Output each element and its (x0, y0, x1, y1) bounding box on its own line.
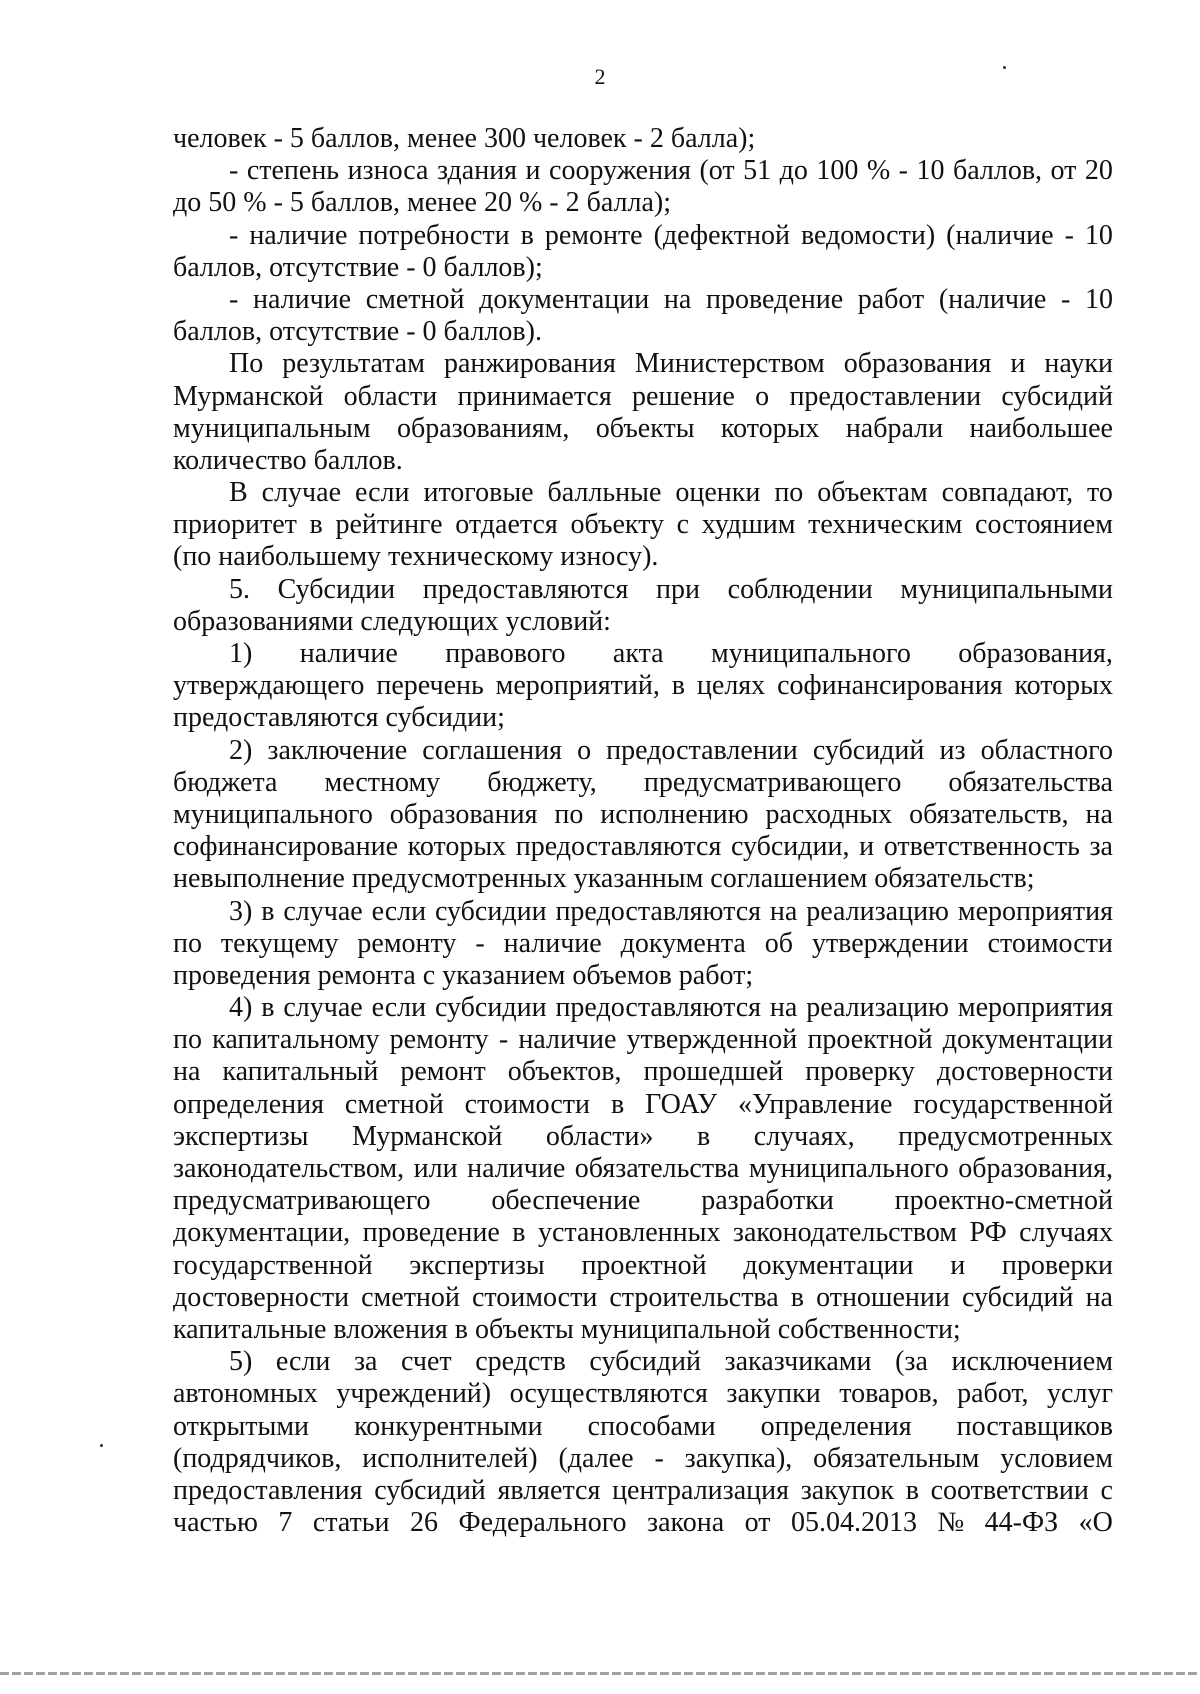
text-line: количество баллов. (173, 444, 403, 476)
text-line: на капитальный ремонт объектов, прошедшей проверку достоверности (173, 1056, 1113, 1088)
text-line: экспертизы Мурманской области» в случаях, предусмотренных (173, 1120, 1113, 1152)
text-line: предоставляются субсидии; (173, 702, 505, 734)
text-line: законодательством, или наличие обязательства муниципального образования, (173, 1153, 1113, 1184)
text-line: человек - 5 баллов, менее 300 человек - 2 балла); (173, 123, 756, 154)
text-line: невыполнение предусмотренных указанным соглашением обязательств; (173, 863, 1035, 895)
document-body (173, 123, 1113, 1539)
text-line: открытыми конкурентными способами определения поставщиков (173, 1410, 1113, 1442)
text-line: образованиями следующих условий: (173, 605, 611, 637)
text-line: предоставления субсидий является централизация закупок в соответствии с (173, 1474, 1113, 1506)
text-line: баллов, отсутствие - 0 баллов); (173, 251, 543, 283)
text-line: Мурманской области принимается решение о предоставлении субсидий (173, 380, 1113, 412)
text-line: утверждающего перечень мероприятий, в целях софинансирования которых (173, 670, 1113, 702)
scan-speck (100, 1444, 103, 1447)
text-line: 5) если за счет средств субсидий заказчиками (за исключением (229, 1346, 1113, 1378)
text-line: государственной экспертизы проектной документации и проверки (173, 1249, 1113, 1281)
text-line: - степень износа здания и сооружения (от 51 до 100 % - 10 баллов, от 20 (229, 155, 1113, 187)
text-line: бюджета местному бюджету, предусматривающего обязательства (173, 766, 1113, 798)
text-line: по капитальному ремонту - наличие утвержденной проектной документации (173, 1024, 1113, 1056)
text-line: 2) заключение соглашения о предоставлении субсидий из областного (229, 734, 1113, 766)
text-line: капитальные вложения в объекты муниципальной собственности; (173, 1313, 961, 1345)
page-number: 2 (594, 64, 606, 89)
text-line: документации, проведение в установленных законодательством РФ случаях (173, 1217, 1113, 1249)
text-line: 3) в случае если субсидии предоставляются на реализацию мероприятия (229, 895, 1113, 927)
text-line: - наличие потребности в ремонте (дефектной ведомости) (наличие - 10 (229, 219, 1113, 251)
text-line: достоверности сметной стоимости строительства в отношении субсидий на (173, 1281, 1113, 1313)
text-line: 1) наличие правового акта муниципального образования, (229, 638, 1113, 669)
text-line: софинансирование которых предоставляются субсидии, и ответственность за (173, 831, 1113, 863)
text-line: (по наибольшему техническому износу). (173, 541, 659, 573)
text-line: (подрядчиков, исполнителей) (далее - закупка), обязательным условием (173, 1442, 1113, 1474)
text-line: приоритет в рейтинге отдается объекту с худшим техническим состоянием (173, 509, 1113, 541)
text-line: предусматривающего обеспечение разработки проектно-сметной (173, 1185, 1113, 1217)
scan-edge-artifact (0, 1672, 1200, 1675)
text-line: 5. Субсидии предоставляются при соблюдении муниципальными (229, 573, 1113, 605)
text-line: до 50 % - 5 баллов, менее 20 % - 2 балла); (173, 187, 672, 219)
text-line: В случае если итоговые балльные оценки по объектам совпадают, то (229, 477, 1113, 509)
text-line: частью 7 статьи 26 Федерального закона от 05.04.2013 № 44-ФЗ «О (173, 1507, 1113, 1539)
text-line: по текущему ремонту - наличие документа об утверждении стоимости (173, 927, 1113, 959)
text-line: муниципального образования по исполнению расходных обязательств, на (173, 798, 1113, 830)
text-line: муниципальным образованиям, объекты которых набрали наибольшее (173, 412, 1113, 444)
text-line: 4) в случае если субсидии предоставляются на реализацию мероприятия (229, 992, 1113, 1024)
text-line: проведения ремонта с указанием объемов работ; (173, 959, 754, 991)
text-line: - наличие сметной документации на проведение работ (наличие - 10 (229, 283, 1113, 315)
text-line: По результатам ранжирования Министерством образования и науки (229, 348, 1113, 380)
text-line: определения сметной стоимости в ГОАУ «Управление государственной (173, 1088, 1113, 1120)
text-line: баллов, отсутствие - 0 баллов). (173, 316, 542, 348)
text-line: автономных учреждений) осуществляются закупки товаров, работ, услуг (173, 1378, 1113, 1410)
scan-speck (1003, 66, 1006, 69)
